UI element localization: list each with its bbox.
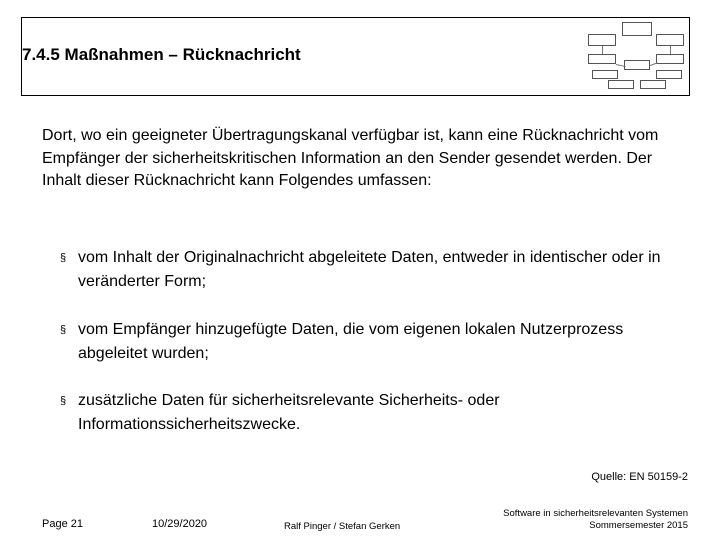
diagram-node-right-1 bbox=[656, 34, 684, 46]
intro-paragraph: Dort, wo ein geeigneter Übertragungskanal verfügbar ist, kann eine Rücknachricht vom Empfänger der sicherheitskritischen Information an den Sender gesendet werden. Der Inhalt dieser Rücknachricht kann Folgendes umfassen: bbox=[42, 127, 659, 189]
bullet-text: vom Empfänger hinzugefügte Daten, die vom eigenen lokalen Nutzerprozess abgeleitet wurden; bbox=[78, 321, 624, 362]
diagram-edge bbox=[602, 46, 603, 54]
diagram-node-top bbox=[622, 22, 652, 36]
footer-course bbox=[503, 508, 688, 532]
bullet-text: zusätzliche Daten für sicherheitsrelevante Sicherheits- oder Informationssicherheitszwecke. bbox=[78, 392, 500, 433]
page-title: 7.4.5 Maßnahmen – Rücknachricht bbox=[22, 45, 301, 64]
diagram-node-bottom-left bbox=[608, 80, 634, 89]
diagram-node-left-2 bbox=[588, 54, 616, 64]
source-citation: Quelle: EN 50159-2 bbox=[591, 471, 688, 483]
diagram-edge bbox=[650, 62, 658, 66]
diagram-node-left-3 bbox=[592, 70, 618, 79]
bullet-marker: § bbox=[60, 252, 67, 264]
list-item bbox=[60, 246, 690, 294]
footer-course-name: Software in sicherheitsrelevanten Systemen bbox=[503, 508, 688, 519]
footer-semester: Sommersemester 2015 bbox=[589, 520, 688, 531]
course-overview-diagram-thumbnail bbox=[584, 4, 688, 90]
bullet-marker: § bbox=[60, 324, 67, 336]
footer-authors: Ralf Pinger / Stefan Gerken bbox=[284, 521, 401, 532]
diagram-node-right-2 bbox=[656, 54, 684, 64]
diagram-node-right-3 bbox=[656, 70, 682, 79]
footer-date: 10/29/2020 bbox=[152, 518, 208, 530]
diagram-node-center bbox=[624, 60, 650, 70]
bullet-text: vom Inhalt der Originalnachricht abgeleitete Daten, entweder in identischer oder in veränderter Form; bbox=[78, 249, 661, 290]
list-item bbox=[60, 318, 690, 366]
footer-page-number: Page 21 bbox=[42, 518, 83, 530]
bullet-marker: § bbox=[60, 395, 67, 407]
diagram-node-left-1 bbox=[588, 34, 616, 46]
list-item bbox=[60, 389, 690, 437]
diagram-edge bbox=[670, 46, 671, 54]
diagram-node-bottom-right bbox=[640, 80, 666, 89]
